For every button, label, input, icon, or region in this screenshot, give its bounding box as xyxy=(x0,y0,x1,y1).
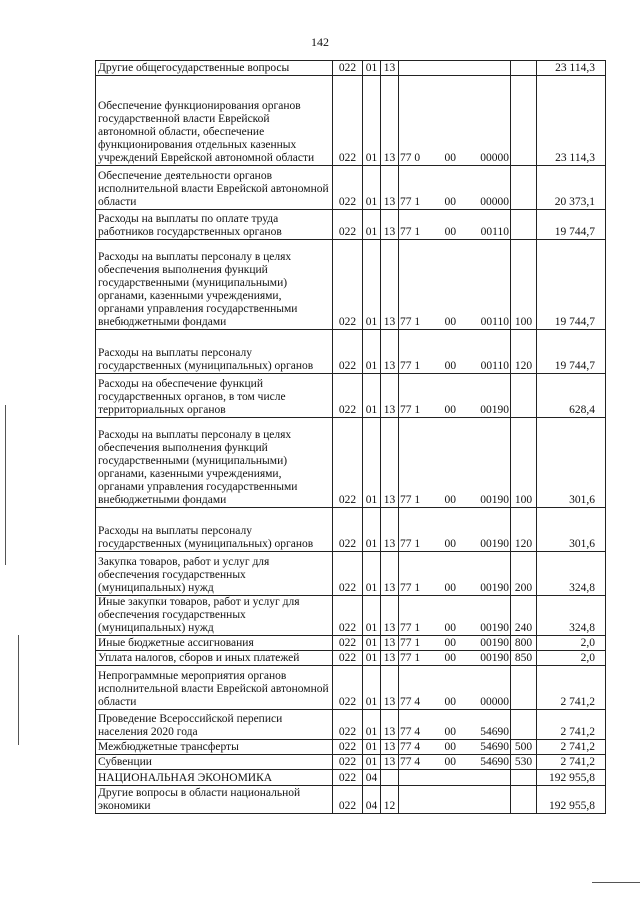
target-article-direction: 00 xyxy=(444,756,456,768)
row-name: Обеспечение деятельности органов исполнительной власти Еврейской автономной области xyxy=(96,166,333,210)
target-article-program: 77 0 xyxy=(400,152,421,164)
amount: 628,4 xyxy=(537,374,606,418)
target-article-parts xyxy=(399,494,510,507)
target-article-item: 00190 xyxy=(480,494,509,506)
target-article-code xyxy=(399,508,511,552)
target-article-code xyxy=(399,651,511,666)
target-article-direction: 00 xyxy=(444,196,456,208)
section-code: 01 xyxy=(363,508,381,552)
expense-type-code: 240 xyxy=(511,596,537,636)
margin-mark-left xyxy=(5,405,6,565)
section-code: 01 xyxy=(363,755,381,770)
table-row xyxy=(96,330,606,374)
budget-table xyxy=(95,60,606,814)
target-article-item: 00000 xyxy=(480,696,509,708)
grbs-code: 022 xyxy=(333,374,363,418)
table-row xyxy=(96,76,606,166)
target-article-direction: 00 xyxy=(444,538,456,550)
section-code: 01 xyxy=(363,596,381,636)
row-name: Непрограммные мероприятия органов исполнительной власти Еврейской автономной области xyxy=(96,666,333,710)
section-code: 01 xyxy=(363,330,381,374)
target-article-item: 00110 xyxy=(480,360,509,372)
target-article-item: 00190 xyxy=(480,582,509,594)
target-article-parts xyxy=(399,538,510,551)
target-article-code xyxy=(399,552,511,596)
target-article-program: 77 4 xyxy=(400,696,421,708)
target-article-code xyxy=(399,330,511,374)
amount: 2 741,2 xyxy=(537,740,606,755)
grbs-code: 022 xyxy=(333,770,363,786)
amount: 2 741,2 xyxy=(537,755,606,770)
table-row xyxy=(96,418,606,508)
table-row xyxy=(96,166,606,210)
target-article-parts xyxy=(399,226,510,239)
grbs-code: 022 xyxy=(333,755,363,770)
subsection-code: 13 xyxy=(381,636,399,651)
section-code: 01 xyxy=(363,552,381,596)
table-row xyxy=(96,508,606,552)
grbs-code: 022 xyxy=(333,786,363,814)
expense-type-code: 120 xyxy=(511,508,537,552)
target-article-program: 77 1 xyxy=(400,622,421,634)
grbs-code: 022 xyxy=(333,508,363,552)
target-article-item: 54690 xyxy=(480,756,509,768)
subsection-code xyxy=(381,770,399,786)
row-name: Расходы на обеспечение функций государственных органов, в том числе территориальных органов xyxy=(96,374,333,418)
grbs-code: 022 xyxy=(333,651,363,666)
table-row xyxy=(96,61,606,76)
grbs-code: 022 xyxy=(333,740,363,755)
amount: 192 955,8 xyxy=(537,786,606,814)
target-article-parts xyxy=(399,196,510,209)
row-name: Другие вопросы в области национальной экономики xyxy=(96,786,333,814)
target-article-parts xyxy=(399,726,510,739)
row-name: Иные бюджетные ассигнования xyxy=(96,636,333,651)
subsection-code: 13 xyxy=(381,166,399,210)
target-article-direction: 00 xyxy=(444,316,457,328)
target-article-item: 00190 xyxy=(480,538,509,550)
row-name: Межбюджетные трансферты xyxy=(96,740,333,755)
target-article-program: 77 1 xyxy=(400,196,421,208)
row-name: Иные закупки товаров, работ и услуг для обеспечения государственных (муниципальных) нужд xyxy=(96,596,333,636)
section-code: 01 xyxy=(363,210,381,240)
section-code: 01 xyxy=(363,636,381,651)
margin-mark-left-2 xyxy=(18,635,19,745)
target-article-direction: 00 xyxy=(444,652,456,664)
subsection-code: 13 xyxy=(381,61,399,76)
table-row xyxy=(96,786,606,814)
amount: 301,6 xyxy=(537,418,606,508)
amount: 19 744,7 xyxy=(537,210,606,240)
table-row xyxy=(96,374,606,418)
subsection-code: 13 xyxy=(381,240,399,330)
target-article-direction: 00 xyxy=(444,226,457,238)
target-article-code xyxy=(399,740,511,755)
grbs-code: 022 xyxy=(333,636,363,651)
target-article-parts xyxy=(399,316,510,329)
amount: 20 373,1 xyxy=(537,166,606,210)
grbs-code: 022 xyxy=(333,710,363,740)
subsection-code: 13 xyxy=(381,76,399,166)
amount: 23 114,3 xyxy=(537,76,606,166)
target-article-program: 77 1 xyxy=(400,582,421,594)
section-code: 01 xyxy=(363,240,381,330)
expense-type-code xyxy=(511,770,537,786)
target-article-item: 00190 xyxy=(480,652,509,664)
target-article-code xyxy=(399,61,511,76)
expense-type-code xyxy=(511,166,537,210)
expense-type-code xyxy=(511,710,537,740)
target-article-code xyxy=(399,636,511,651)
target-article-item: 00110 xyxy=(480,226,509,238)
table-row xyxy=(96,710,606,740)
grbs-code: 022 xyxy=(333,330,363,374)
grbs-code: 022 xyxy=(333,210,363,240)
target-article-program: 77 1 xyxy=(400,316,421,328)
target-article-parts xyxy=(399,756,510,769)
target-article-code xyxy=(399,755,511,770)
expense-type-code xyxy=(511,666,537,710)
subsection-code: 13 xyxy=(381,330,399,374)
target-article-code xyxy=(399,76,511,166)
target-article-program: 77 4 xyxy=(400,741,421,753)
grbs-code: 022 xyxy=(333,418,363,508)
row-name: Расходы на выплаты персоналу в целях обеспечения выполнения функций государственными (муниципальными) органами, казенными учреждениями, органами управления государственными внебюджетными фондами xyxy=(96,418,333,508)
section-code: 01 xyxy=(363,666,381,710)
target-article-code xyxy=(399,374,511,418)
target-article-item: 00190 xyxy=(480,637,509,649)
target-article-code xyxy=(399,666,511,710)
section-code: 01 xyxy=(363,61,381,76)
table-row xyxy=(96,210,606,240)
target-article-program: 77 1 xyxy=(400,494,421,506)
section-code: 04 xyxy=(363,770,381,786)
target-article-item: 00110 xyxy=(480,316,509,328)
target-article-direction: 00 xyxy=(444,637,456,649)
target-article-item: 00190 xyxy=(480,404,509,416)
table-row xyxy=(96,651,606,666)
section-code: 04 xyxy=(363,786,381,814)
amount: 19 744,7 xyxy=(537,330,606,374)
section-code: 01 xyxy=(363,374,381,418)
subsection-code: 13 xyxy=(381,508,399,552)
expense-type-code xyxy=(511,210,537,240)
target-article-code xyxy=(399,786,511,814)
row-name: Проведение Всероссийской переписи населения 2020 года xyxy=(96,710,333,740)
row-name: Расходы на выплаты персоналу в целях обеспечения выполнения функций государственными (муниципальными) органами, казенными учреждениями, органами управления государственными внебюджетными фондами xyxy=(96,240,333,330)
expense-type-code: 850 xyxy=(511,651,537,666)
page-number: 142 xyxy=(311,35,329,49)
target-article-direction: 00 xyxy=(444,726,456,738)
amount: 19 744,7 xyxy=(537,240,606,330)
target-article-item: 00190 xyxy=(480,622,509,634)
target-article-program: 77 1 xyxy=(400,637,421,649)
target-article-code xyxy=(399,596,511,636)
subsection-code: 13 xyxy=(381,552,399,596)
target-article-parts xyxy=(399,582,510,595)
section-code: 01 xyxy=(363,76,381,166)
amount: 301,6 xyxy=(537,508,606,552)
target-article-item: 54690 xyxy=(480,741,509,753)
row-name: Расходы на выплаты персоналу государственных (муниципальных) органов xyxy=(96,330,333,374)
subsection-code: 13 xyxy=(381,418,399,508)
scan-edge-mark xyxy=(592,882,640,883)
table-row xyxy=(96,596,606,636)
grbs-code: 022 xyxy=(333,552,363,596)
target-article-parts xyxy=(399,741,510,754)
target-article-code xyxy=(399,240,511,330)
target-article-code xyxy=(399,210,511,240)
subsection-code: 13 xyxy=(381,210,399,240)
subsection-code: 12 xyxy=(381,786,399,814)
target-article-parts xyxy=(399,637,510,650)
target-article-program: 77 1 xyxy=(400,360,421,372)
subsection-code: 13 xyxy=(381,710,399,740)
subsection-code: 13 xyxy=(381,651,399,666)
grbs-code: 022 xyxy=(333,666,363,710)
row-name: Закупка товаров, работ и услуг для обеспечения государственных (муниципальных) нужд xyxy=(96,552,333,596)
budget-table-body xyxy=(96,61,606,814)
section-code: 01 xyxy=(363,710,381,740)
amount: 324,8 xyxy=(537,552,606,596)
row-name: Обеспечение функционирования органов государственной власти Еврейской автономной области, обеспечение функционирования отдельных казенных учреждений Еврейской автономной области xyxy=(96,76,333,166)
row-name: Уплата налогов, сборов и иных платежей xyxy=(96,651,333,666)
expense-type-code xyxy=(511,786,537,814)
table-row xyxy=(96,636,606,651)
table-row xyxy=(96,755,606,770)
target-article-parts xyxy=(399,360,510,373)
subsection-code: 13 xyxy=(381,755,399,770)
target-article-direction: 00 xyxy=(444,696,456,708)
target-article-parts xyxy=(399,404,510,417)
grbs-code: 022 xyxy=(333,596,363,636)
target-article-program: 77 1 xyxy=(400,538,421,550)
target-article-program: 77 1 xyxy=(400,652,421,664)
target-article-direction: 00 xyxy=(444,360,457,372)
target-article-code xyxy=(399,166,511,210)
target-article-program: 77 4 xyxy=(400,726,421,738)
subsection-code: 13 xyxy=(381,596,399,636)
expense-type-code: 800 xyxy=(511,636,537,651)
expense-type-code: 120 xyxy=(511,330,537,374)
section-code: 01 xyxy=(363,740,381,755)
target-article-direction: 00 xyxy=(444,494,456,506)
table-row xyxy=(96,770,606,786)
amount: 192 955,8 xyxy=(537,770,606,786)
expense-type-code: 200 xyxy=(511,552,537,596)
target-article-direction: 00 xyxy=(444,622,456,634)
section-code: 01 xyxy=(363,651,381,666)
section-code: 01 xyxy=(363,418,381,508)
expense-type-code: 100 xyxy=(511,240,537,330)
target-article-code xyxy=(399,418,511,508)
target-article-program: 77 1 xyxy=(400,226,421,238)
target-article-direction: 00 xyxy=(444,404,456,416)
table-row xyxy=(96,552,606,596)
amount: 2,0 xyxy=(537,651,606,666)
grbs-code: 022 xyxy=(333,166,363,210)
target-article-program: 77 4 xyxy=(400,756,421,768)
expense-type-code xyxy=(511,374,537,418)
section-code: 01 xyxy=(363,166,381,210)
target-article-item: 54690 xyxy=(480,726,509,738)
grbs-code: 022 xyxy=(333,61,363,76)
subsection-code: 13 xyxy=(381,666,399,710)
target-article-program: 77 1 xyxy=(400,404,421,416)
table-row xyxy=(96,666,606,710)
table-row xyxy=(96,740,606,755)
subsection-code: 13 xyxy=(381,740,399,755)
expense-type-code: 500 xyxy=(511,740,537,755)
target-article-direction: 00 xyxy=(444,582,456,594)
target-article-code xyxy=(399,710,511,740)
grbs-code: 022 xyxy=(333,76,363,166)
target-article-code xyxy=(399,770,511,786)
row-name: НАЦИОНАЛЬНАЯ ЭКОНОМИКА xyxy=(96,770,333,786)
amount: 23 114,3 xyxy=(537,61,606,76)
target-article-parts xyxy=(399,152,510,165)
subsection-code: 13 xyxy=(381,374,399,418)
target-article-parts xyxy=(399,622,510,635)
amount: 2,0 xyxy=(537,636,606,651)
table-row xyxy=(96,240,606,330)
row-name: Субвенции xyxy=(96,755,333,770)
row-name: Другие общегосударственные вопросы xyxy=(96,61,333,76)
row-name: Расходы на выплаты персоналу государственных (муниципальных) органов xyxy=(96,508,333,552)
target-article-direction: 00 xyxy=(444,741,456,753)
amount: 2 741,2 xyxy=(537,666,606,710)
amount: 2 741,2 xyxy=(537,710,606,740)
target-article-parts xyxy=(399,652,510,665)
target-article-item: 00000 xyxy=(480,196,509,208)
expense-type-code: 100 xyxy=(511,418,537,508)
amount: 324,8 xyxy=(537,596,606,636)
expense-type-code: 530 xyxy=(511,755,537,770)
grbs-code: 022 xyxy=(333,240,363,330)
expense-type-code xyxy=(511,76,537,166)
row-name: Расходы на выплаты по оплате труда работников государственных органов xyxy=(96,210,333,240)
target-article-item: 00000 xyxy=(480,152,509,164)
target-article-direction: 00 xyxy=(444,152,456,164)
expense-type-code xyxy=(511,61,537,76)
target-article-parts xyxy=(399,696,510,709)
